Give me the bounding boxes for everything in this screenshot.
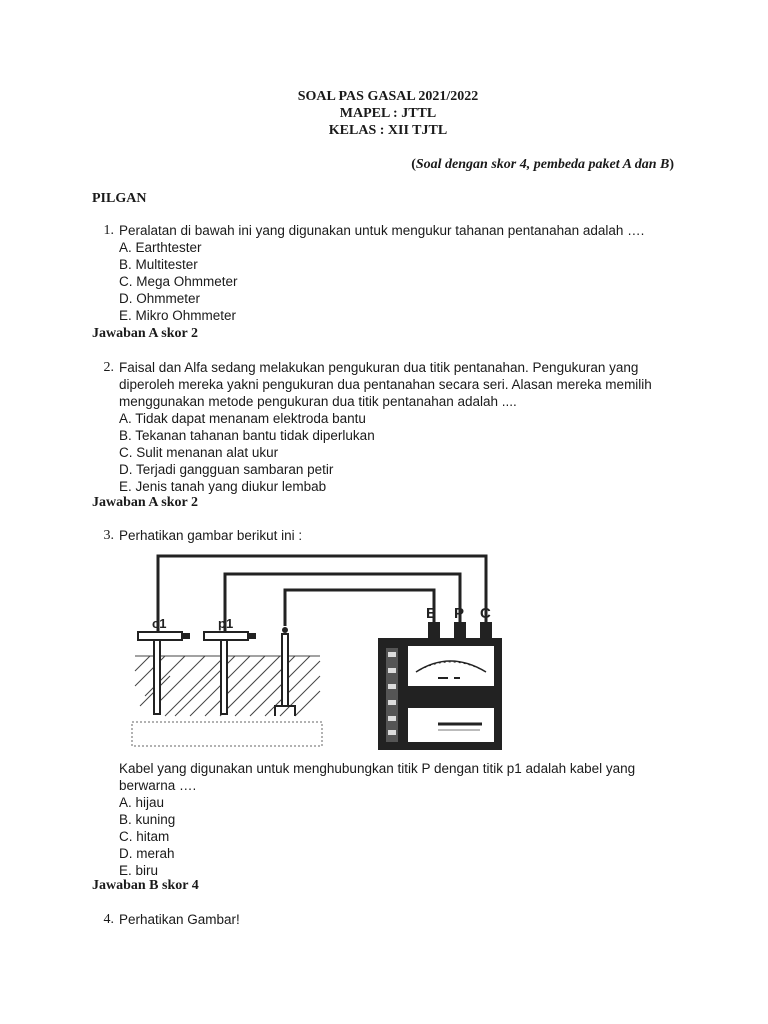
question-number: 1.	[103, 223, 114, 238]
question-3	[92, 527, 682, 544]
question-text: Perhatikan Gambar!	[119, 912, 240, 927]
wires	[158, 556, 486, 626]
question-4	[92, 911, 682, 928]
option-c: C. Sulit menanan alat ukur	[119, 445, 279, 460]
note-text: Soal dengan skor 4, pembeda paket A dan B	[415, 157, 670, 172]
class-line: KELAS : XII TJTL	[328, 123, 448, 138]
option-b: B. Tekanan tahanan bantu tidak diperlukan	[119, 428, 375, 443]
answer-1: Jawaban A skor 2	[92, 326, 198, 341]
label-e: E	[426, 605, 437, 622]
question-number: 4.	[103, 912, 114, 927]
note-open-paren: (	[411, 157, 416, 172]
meter-dial	[408, 646, 494, 686]
option-b: B. kuning	[119, 812, 176, 827]
exam-title: SOAL PAS GASAL 2021/2022	[297, 89, 479, 104]
question-2	[92, 359, 682, 495]
score-note	[411, 156, 674, 173]
question-text-line: menggunakan metode pengukuran dua titik pentanahan adalah ....	[119, 394, 517, 409]
answer-2: Jawaban A skor 2	[92, 495, 198, 510]
question-text: Perhatikan gambar berikut ini :	[119, 528, 303, 543]
base-plate	[132, 722, 322, 746]
label-p: P	[454, 605, 465, 622]
subject-line: MAPEL : JTTL	[339, 106, 437, 121]
answer-3: Jawaban B skor 4	[92, 878, 199, 893]
question-text-line: diperoleh mereka yakni pengukuran dua pentanahan secara seri. Alasan mereka memilih	[119, 377, 652, 392]
option-d: D. Terjadi gangguan sambaran petir	[119, 462, 334, 477]
option-d: D. merah	[119, 846, 175, 861]
note-close-paren: )	[669, 157, 674, 172]
wire-e-e	[285, 590, 437, 626]
label-p1: p1	[218, 616, 234, 631]
options-list	[119, 410, 682, 495]
question-3-followup	[92, 760, 682, 879]
question-text	[119, 359, 682, 410]
earth-tester-diagram	[120, 546, 510, 756]
options-list	[119, 239, 682, 324]
option-e: E. Jenis tanah yang diukur lembab	[119, 479, 327, 494]
option-d: D. Ohmmeter	[119, 291, 201, 306]
option-b: B. Multitester	[119, 257, 198, 272]
question-1	[92, 222, 682, 324]
question-text: Peralatan di bawah ini yang digunakan untuk mengukur tahanan pentanahan adalah ….	[119, 223, 645, 238]
question-text-line: Faisal dan Alfa sedang melakukan pengukuran dua titik pentanahan. Pengukuran yang	[119, 360, 639, 375]
option-a: A. Tidak dapat menanam elektroda bantu	[119, 411, 366, 426]
options-list	[119, 794, 682, 879]
option-c: C. Mega Ohmmeter	[119, 274, 238, 289]
label-c: C	[480, 605, 491, 622]
wire-p1-p	[225, 574, 460, 624]
earth-tester-instrument	[378, 622, 502, 750]
option-a: A. Earthtester	[119, 240, 202, 255]
question-number: 3.	[103, 528, 114, 543]
followup-line: berwarna ….	[119, 778, 197, 793]
document-header	[0, 88, 768, 139]
followup-text	[119, 760, 682, 794]
option-a: A. hijau	[119, 795, 165, 810]
option-c: C. hitam	[119, 829, 170, 844]
question-number: 2.	[103, 360, 114, 375]
label-c1: c1	[152, 616, 167, 631]
option-e: E. biru	[119, 863, 159, 878]
followup-line: Kabel yang digunakan untuk menghubungkan titik P dengan titik p1 adalah kabel yang	[119, 761, 636, 776]
option-e: E. Mikro Ohmmeter	[119, 308, 237, 323]
section-title: PILGAN	[92, 191, 147, 206]
diagram-svg	[120, 546, 510, 756]
